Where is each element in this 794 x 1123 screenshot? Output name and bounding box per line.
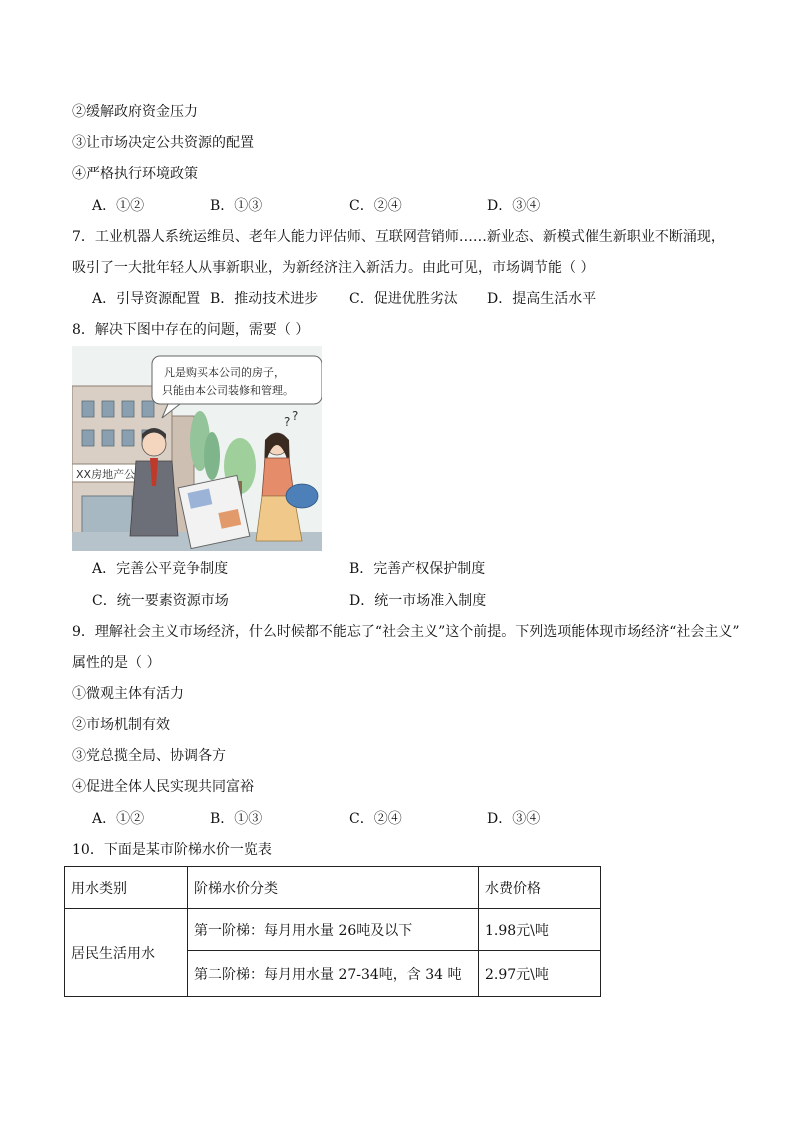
q9-option-c: C．②④ bbox=[349, 811, 402, 827]
q9-item-1: ①微观主体有活力 bbox=[72, 686, 184, 702]
q9-item-3: ③党总揽全局、协调各方 bbox=[72, 748, 226, 764]
table-header-row bbox=[65, 867, 601, 909]
header-tier: 阶梯水价分类 bbox=[188, 867, 479, 909]
q6-option-b: B．①③ bbox=[210, 198, 263, 214]
q9-option-b: B．①③ bbox=[210, 811, 263, 827]
tier-price-cell: 1.98元\吨 bbox=[479, 909, 601, 951]
table-row bbox=[65, 909, 601, 951]
q6-option-a: A．①② bbox=[92, 198, 145, 214]
header-category: 用水类别 bbox=[65, 867, 188, 909]
tier-price-cell: 2.97元\吨 bbox=[479, 951, 601, 997]
category-cell: 居民生活用水 bbox=[65, 909, 188, 997]
q6-option-d: D．③④ bbox=[487, 198, 541, 214]
water-price-table bbox=[64, 866, 601, 997]
speech-bubble-line1: 凡是购买本公司的房子， bbox=[164, 366, 285, 379]
q8-option-d: D．统一市场准入制度 bbox=[349, 593, 487, 609]
q6-item-3: ③让市场决定公共资源的配置 bbox=[72, 135, 254, 151]
tier-desc-cell: 第一阶梯：每月用水量 26吨及以下 bbox=[188, 909, 479, 951]
q6-item-2: ②缓解政府资金压力 bbox=[72, 104, 198, 120]
q8-stem: 8．解决下图中存在的问题，需要（ ） bbox=[72, 322, 310, 338]
q6-option-c: C．②④ bbox=[349, 198, 402, 214]
q9-option-d: D．③④ bbox=[487, 811, 541, 827]
company-sign: XX房地产公 bbox=[76, 468, 136, 481]
q8-cartoon-image bbox=[72, 346, 322, 551]
svg-text:?: ? bbox=[292, 409, 299, 423]
q10-stem: 10．下面是某市阶梯水价一览表 bbox=[72, 842, 272, 858]
q7-option-c: C．促进优胜劣汰 bbox=[349, 291, 458, 307]
q9-item-4: ④促进全体人民实现共同富裕 bbox=[72, 779, 254, 795]
q7-stem-line2: 吸引了一大批年轻人从事新职业，为新经济注入新活力。由此可见，市场调节能（ ） bbox=[72, 260, 595, 276]
q9-option-a: A．①② bbox=[92, 811, 145, 827]
q7-option-a: A．引导资源配置 bbox=[92, 291, 201, 307]
q9-stem-line1: 9．理解社会主义市场经济，什么时候都不能忘了“社会主义”这个前提。下列选项能体现市场经济“社会主义” bbox=[72, 624, 740, 640]
speech-bubble-line2: 只能由本公司装修和管理。 bbox=[162, 384, 294, 397]
q6-item-4: ④严格执行环境政策 bbox=[72, 166, 198, 182]
svg-text:?: ? bbox=[284, 415, 291, 429]
q8-option-c: C．统一要素资源市场 bbox=[92, 593, 229, 609]
q9-item-2: ②市场机制有效 bbox=[72, 717, 170, 733]
header-price: 水费价格 bbox=[479, 867, 601, 909]
q7-option-b: B．推动技术进步 bbox=[210, 291, 319, 307]
q7-stem-line1: 7．工业机器人系统运维员、老年人能力评估师、互联网营销师……新业态、新模式催生新职业不断涌现， bbox=[72, 229, 725, 245]
q8-option-b: B．完善产权保护制度 bbox=[349, 561, 486, 577]
q8-option-a: A．完善公平竞争制度 bbox=[92, 561, 229, 577]
tier-desc-cell: 第二阶梯：每月用水量 27-34吨，含 34 吨 bbox=[188, 951, 479, 997]
q7-option-d: D．提高生活水平 bbox=[487, 291, 597, 307]
q9-stem-line2: 属性的是（ ） bbox=[72, 655, 161, 671]
